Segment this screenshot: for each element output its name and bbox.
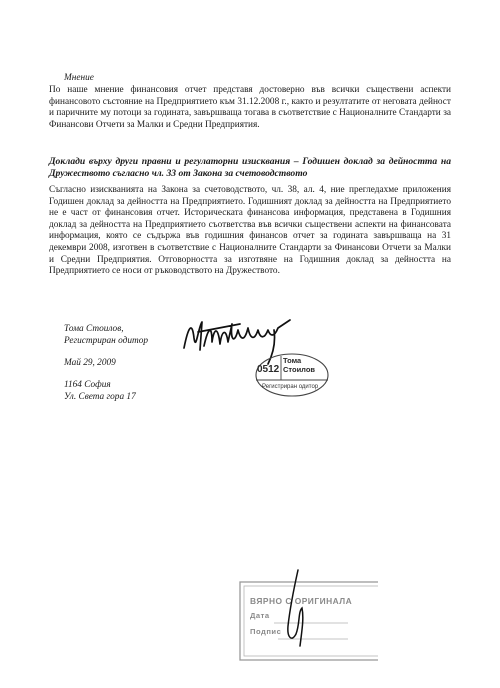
- stamp-first-name: Тома: [283, 356, 302, 365]
- auditor-stamp: [254, 352, 330, 398]
- copy-stamp-date-label: Дата: [250, 611, 270, 620]
- section-heading: Доклади върху други правни и регулаторни изисквания – Годишен доклад за дейността на Дружеството съгласно чл. 33 от Закона за счетоводството: [49, 156, 451, 179]
- address-street: Ул. Света гора 17: [64, 392, 136, 402]
- stamp-number: 0512: [257, 364, 280, 375]
- stamp-last-name: Стоилов: [283, 365, 316, 374]
- true-copy-stamp: [238, 568, 378, 666]
- auditor-name: Тома Стоилов,: [64, 324, 124, 334]
- opinion-paragraph: По наше мнение финансовия отчет представя достоверно във всички съществени аспекти финансовото състояние на Предприятието към 31.12.2008 г., както и резултатите от неговата дейност и паричните му потоци за годината, завършваща тогава в съответствие с Националните Стандарти за Финансови Отчети за Малки и Средни Предприятия.: [49, 85, 451, 130]
- signature-date: Май 29, 2009: [64, 358, 116, 368]
- opinion-heading: Мнение: [64, 73, 94, 83]
- section-paragraph: Съгласно изискванията на Закона за счетоводството, чл. 38, ал. 4, ние прегледахме приложения Годишен доклад за дейността на Предприятието. Годишният доклад за дейността на Предприятието не е част от финансовия отчет. Историческата финансова информация, представена в Годишния доклад за дейността на Предприятието съответства във всички съществени аспекти на финансовата информация, която се съдържа във годишния финансов отчет за годината завършваща на 31 декември 2008, изготвен в съответствие с Националните Стандарти за Финансови Отчети за Малки и Средни Предприятия. Отговорността за изготвяне на Годишния доклад за дейността на Предприятието се носи от ръководството на Дружеството.: [49, 185, 451, 277]
- address-zip-city: 1164 София: [64, 380, 111, 390]
- auditor-title: Регистриран одитор: [64, 336, 149, 346]
- copy-stamp-title: ВЯРНО С ОРИГИНАЛА: [250, 596, 353, 606]
- copy-stamp-signature: [238, 568, 378, 666]
- copy-stamp-signature-label: Подпис: [250, 627, 282, 636]
- stamp-caption: Регистриран одитор: [262, 384, 319, 390]
